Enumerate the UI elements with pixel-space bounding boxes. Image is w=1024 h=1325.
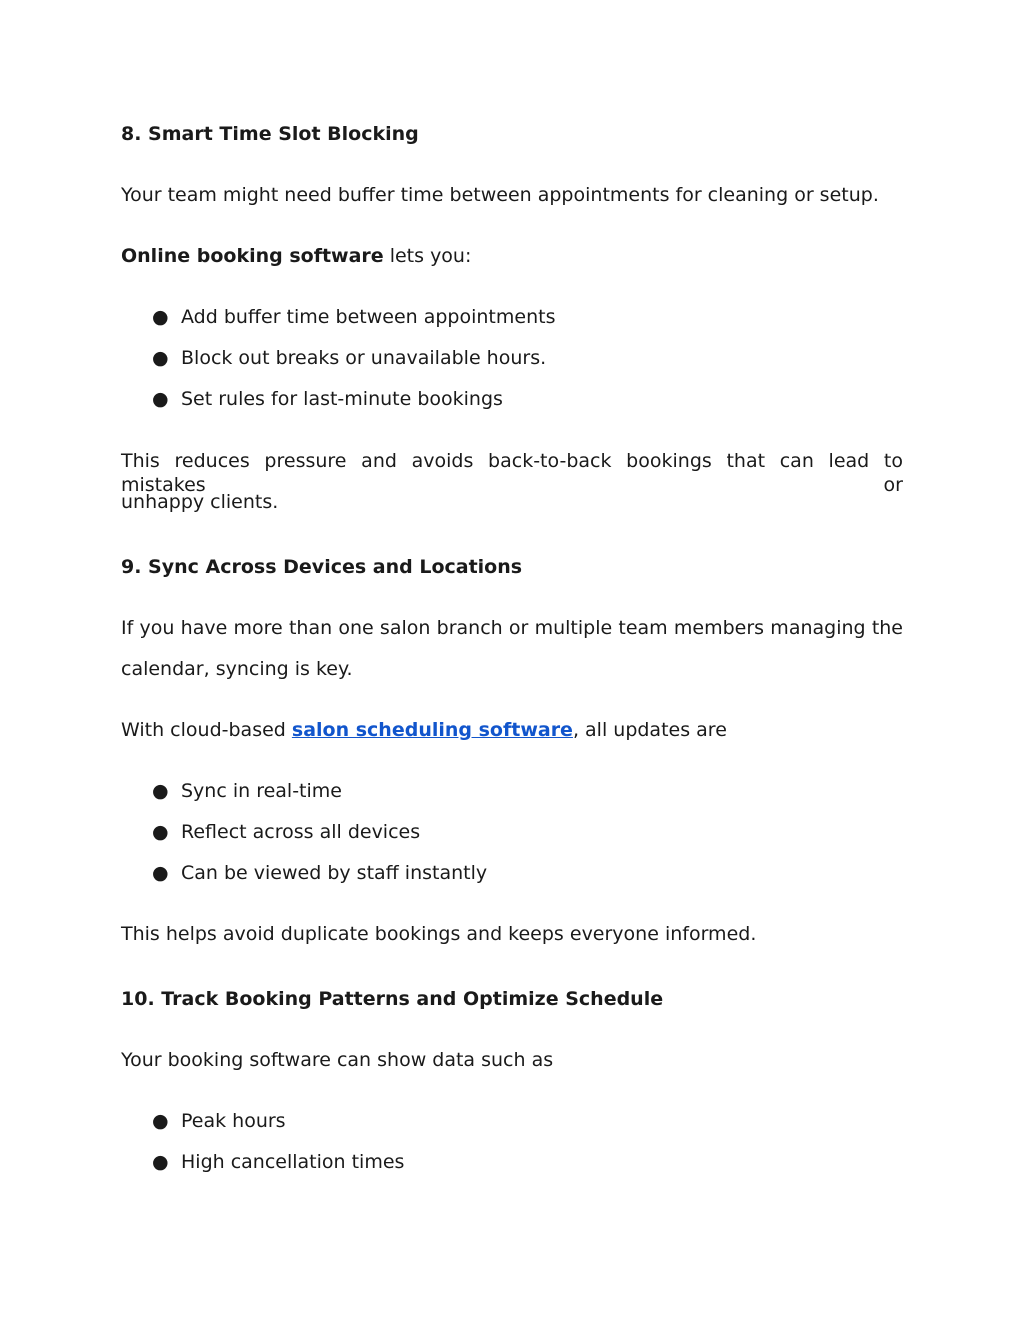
section-10-heading: 10. Track Booking Patterns and Optimize Schedule — [121, 988, 664, 1010]
section-10-intro: Your booking software can show data such as — [121, 1049, 554, 1071]
section-9-outro: This helps avoid duplicate bookings and keeps everyone informed. — [121, 923, 757, 945]
section-8-lead — [121, 244, 903, 268]
section-9-lead-before: With cloud-based — [121, 719, 292, 741]
section-9-heading: 9. Sync Across Devices and Locations — [121, 556, 523, 578]
section-8-outro-line-2: unhappy clients. — [121, 491, 279, 513]
section-9-lead-after: , all updates are — [572, 719, 727, 741]
salon-scheduling-software-link[interactable]: salon scheduling software — [291, 719, 573, 741]
list-item-text: Peak hours — [181, 1110, 286, 1132]
list-item-text: Block out breaks or unavailable hours. — [181, 347, 547, 369]
section-8-intro: Your team might need buffer time between appointments for cleaning or setup. — [121, 184, 879, 206]
section-8-lead-bold: Online booking software — [121, 245, 384, 267]
list-item-text: High cancellation times — [181, 1151, 405, 1173]
list-item-text: Sync in real-time — [181, 780, 342, 802]
section-9-lead — [121, 718, 903, 742]
list-item-text: Add buffer time between appointments — [181, 306, 556, 328]
section-8-heading: 8. Smart Time Slot Blocking — [121, 123, 419, 145]
bullet-icon: ● — [152, 862, 169, 884]
list-item-text: Reflect across all devices — [181, 821, 421, 843]
section-8-outro-line-1: This reduces pressure and avoids back-to-back bookings that can lead to mistakes or — [121, 450, 903, 496]
section-9-intro-line-1: If you have more than one salon branch or multiple team members managing the — [121, 617, 903, 639]
bullet-icon: ● — [152, 1151, 169, 1173]
bullet-icon: ● — [152, 821, 169, 843]
section-9-intro-line-2: calendar, syncing is key. — [121, 658, 353, 680]
list-item-text: Can be viewed by staff instantly — [181, 862, 488, 884]
bullet-icon: ● — [152, 1110, 169, 1132]
list-item-text: Set rules for last-minute bookings — [181, 388, 503, 410]
bullet-icon: ● — [152, 347, 169, 369]
bullet-icon: ● — [152, 780, 169, 802]
section-8-lead-rest: lets you: — [383, 245, 472, 267]
bullet-icon: ● — [152, 388, 169, 410]
bullet-icon: ● — [152, 306, 169, 328]
